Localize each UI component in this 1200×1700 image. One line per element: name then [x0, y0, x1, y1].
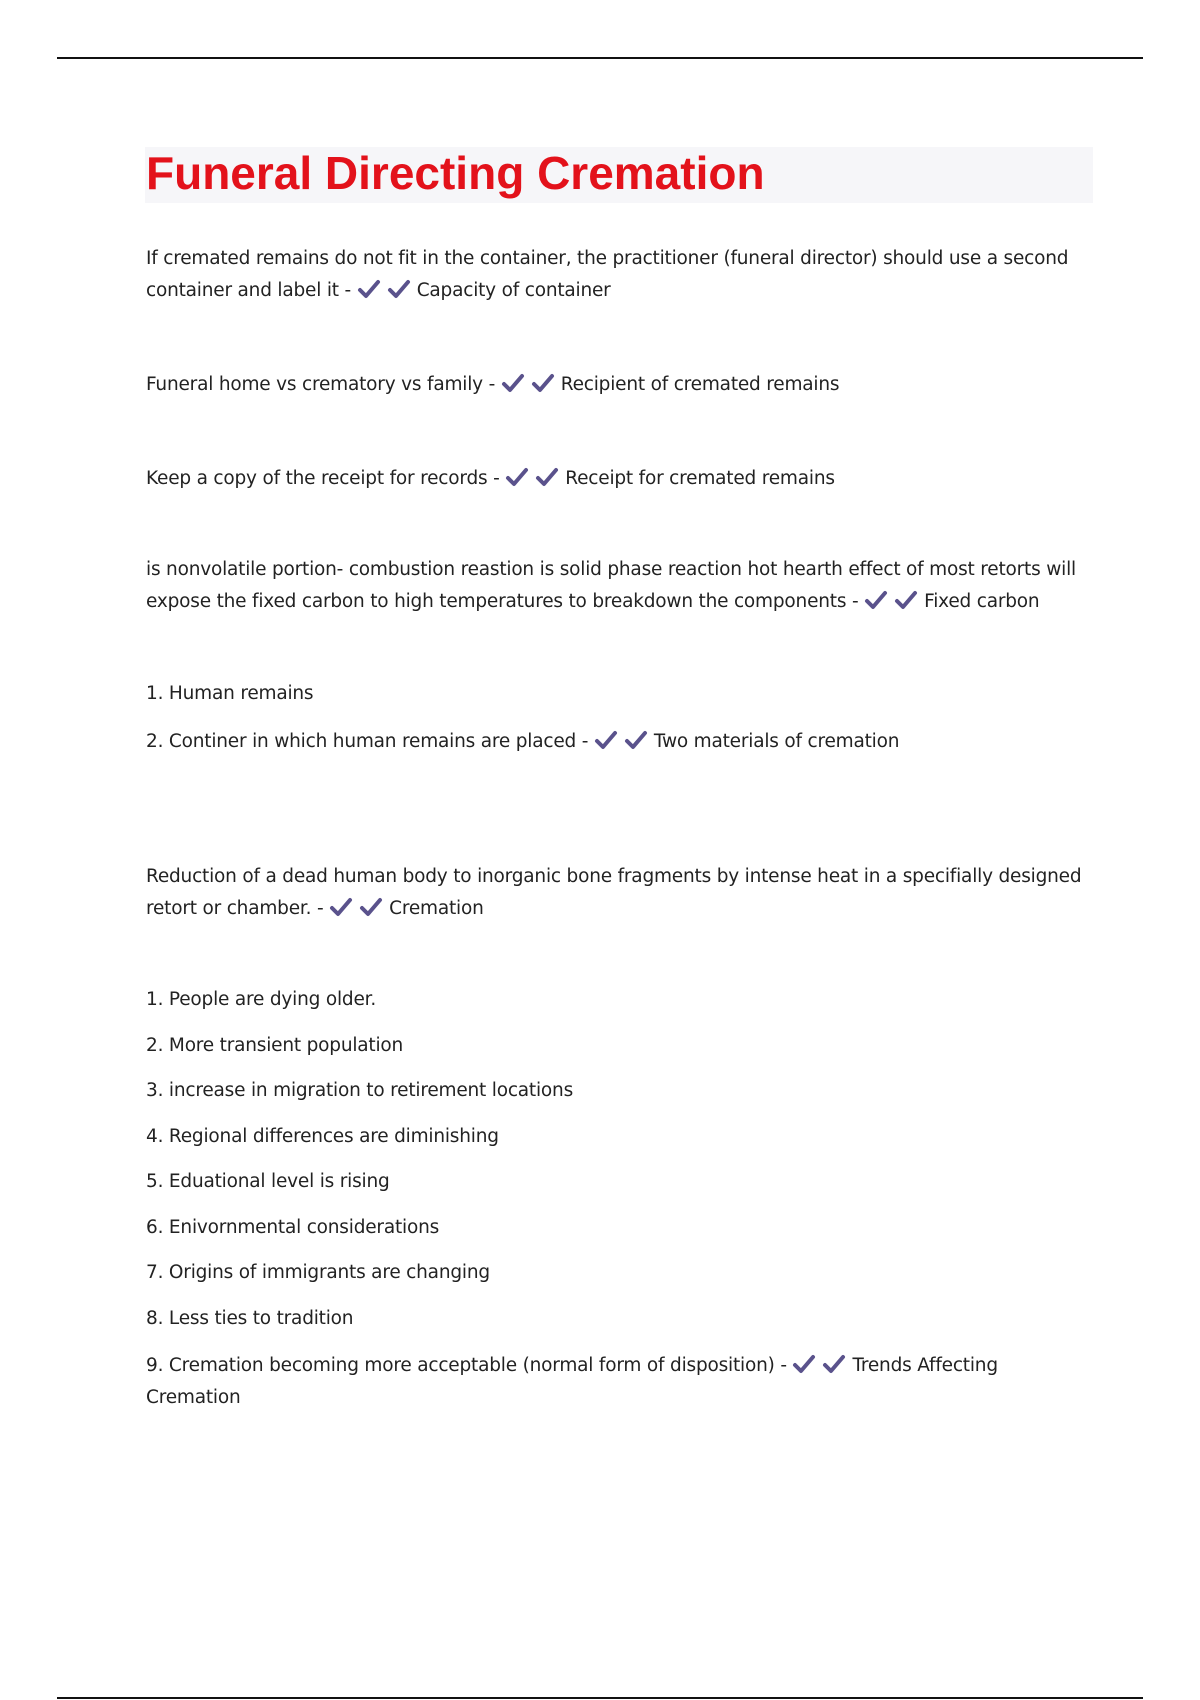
check-icon	[535, 467, 559, 487]
separator: -	[576, 731, 594, 752]
answer-text: Two materials of cremation	[653, 731, 900, 752]
check-icon	[624, 730, 648, 750]
answer-text: Fixed carbon	[924, 591, 1040, 612]
check-icon	[501, 373, 525, 393]
check-icon	[329, 897, 353, 917]
question-text: 2. Continer in which human remains are placed	[146, 731, 577, 752]
separator: -	[482, 374, 501, 395]
check-icon	[531, 373, 555, 393]
qa-card-capacity	[146, 243, 1086, 307]
list-item: 5. Eduational level is rising	[146, 1171, 390, 1192]
question-text: Reduction of a dead human body to inorganic bone fragments by intense heat in a specifially designed retort or chamber.	[146, 866, 1082, 919]
footer-rule	[57, 1697, 1143, 1699]
list-item: 4. Regional differences are diminishing	[146, 1126, 499, 1147]
qa-card-receipt	[146, 463, 1086, 495]
qa-card-recipient	[146, 369, 1086, 401]
check-icon	[894, 590, 918, 610]
qa-card-fixed-carbon	[146, 554, 1086, 618]
list-item: 6. Enivornmental considerations	[146, 1217, 440, 1238]
header-rule	[57, 57, 1143, 59]
answer-text: Cremation	[389, 898, 484, 919]
separator: -	[487, 468, 506, 489]
check-icon	[505, 467, 529, 487]
check-icon	[864, 590, 888, 610]
question-text: is nonvolatile portion- combustion reastion is solid phase reaction hot hearth effect of most retorts will expose the fixed carbon to high temperatures to breakdown the components	[146, 559, 1076, 612]
separator: -	[846, 591, 865, 612]
check-icon	[387, 279, 411, 299]
question-text: Keep a copy of the receipt for records	[146, 468, 488, 489]
page-title: Funeral Directing Cremation	[146, 147, 765, 199]
question-text: If cremated remains do not fit in the container, the practitioner (funeral director) should use a second container and label it	[146, 248, 1069, 301]
qa-card-cremation	[146, 861, 1086, 925]
check-icon	[359, 897, 383, 917]
check-icon	[792, 1354, 816, 1374]
separator: -	[338, 280, 357, 301]
answer-text: Capacity of container	[416, 280, 611, 301]
list-item: 3. increase in migration to retirement locations	[146, 1080, 574, 1101]
answer-text: Trends Affecting Cremation	[146, 1355, 998, 1408]
check-icon	[357, 279, 381, 299]
question-text: Funeral home vs crematory vs family	[146, 374, 483, 395]
list-item: 1. Human remains	[146, 683, 314, 704]
check-icon	[594, 730, 618, 750]
list-item: 7. Origins of immigrants are changing	[146, 1262, 490, 1283]
answer-text: Recipient of cremated remains	[560, 374, 840, 395]
list-item: 1. People are dying older.	[146, 989, 377, 1010]
separator: -	[311, 898, 330, 919]
question-text: 9. Cremation becoming more acceptable (normal form of disposition)	[146, 1355, 775, 1376]
qa-card-trends	[146, 1350, 1006, 1414]
qa-card-materials	[146, 726, 1086, 758]
list-item: 2. More transient population	[146, 1035, 404, 1056]
list-item: 8. Less ties to tradition	[146, 1308, 354, 1329]
answer-text: Receipt for cremated remains	[565, 468, 835, 489]
separator: -	[774, 1355, 793, 1376]
check-icon	[822, 1354, 846, 1374]
